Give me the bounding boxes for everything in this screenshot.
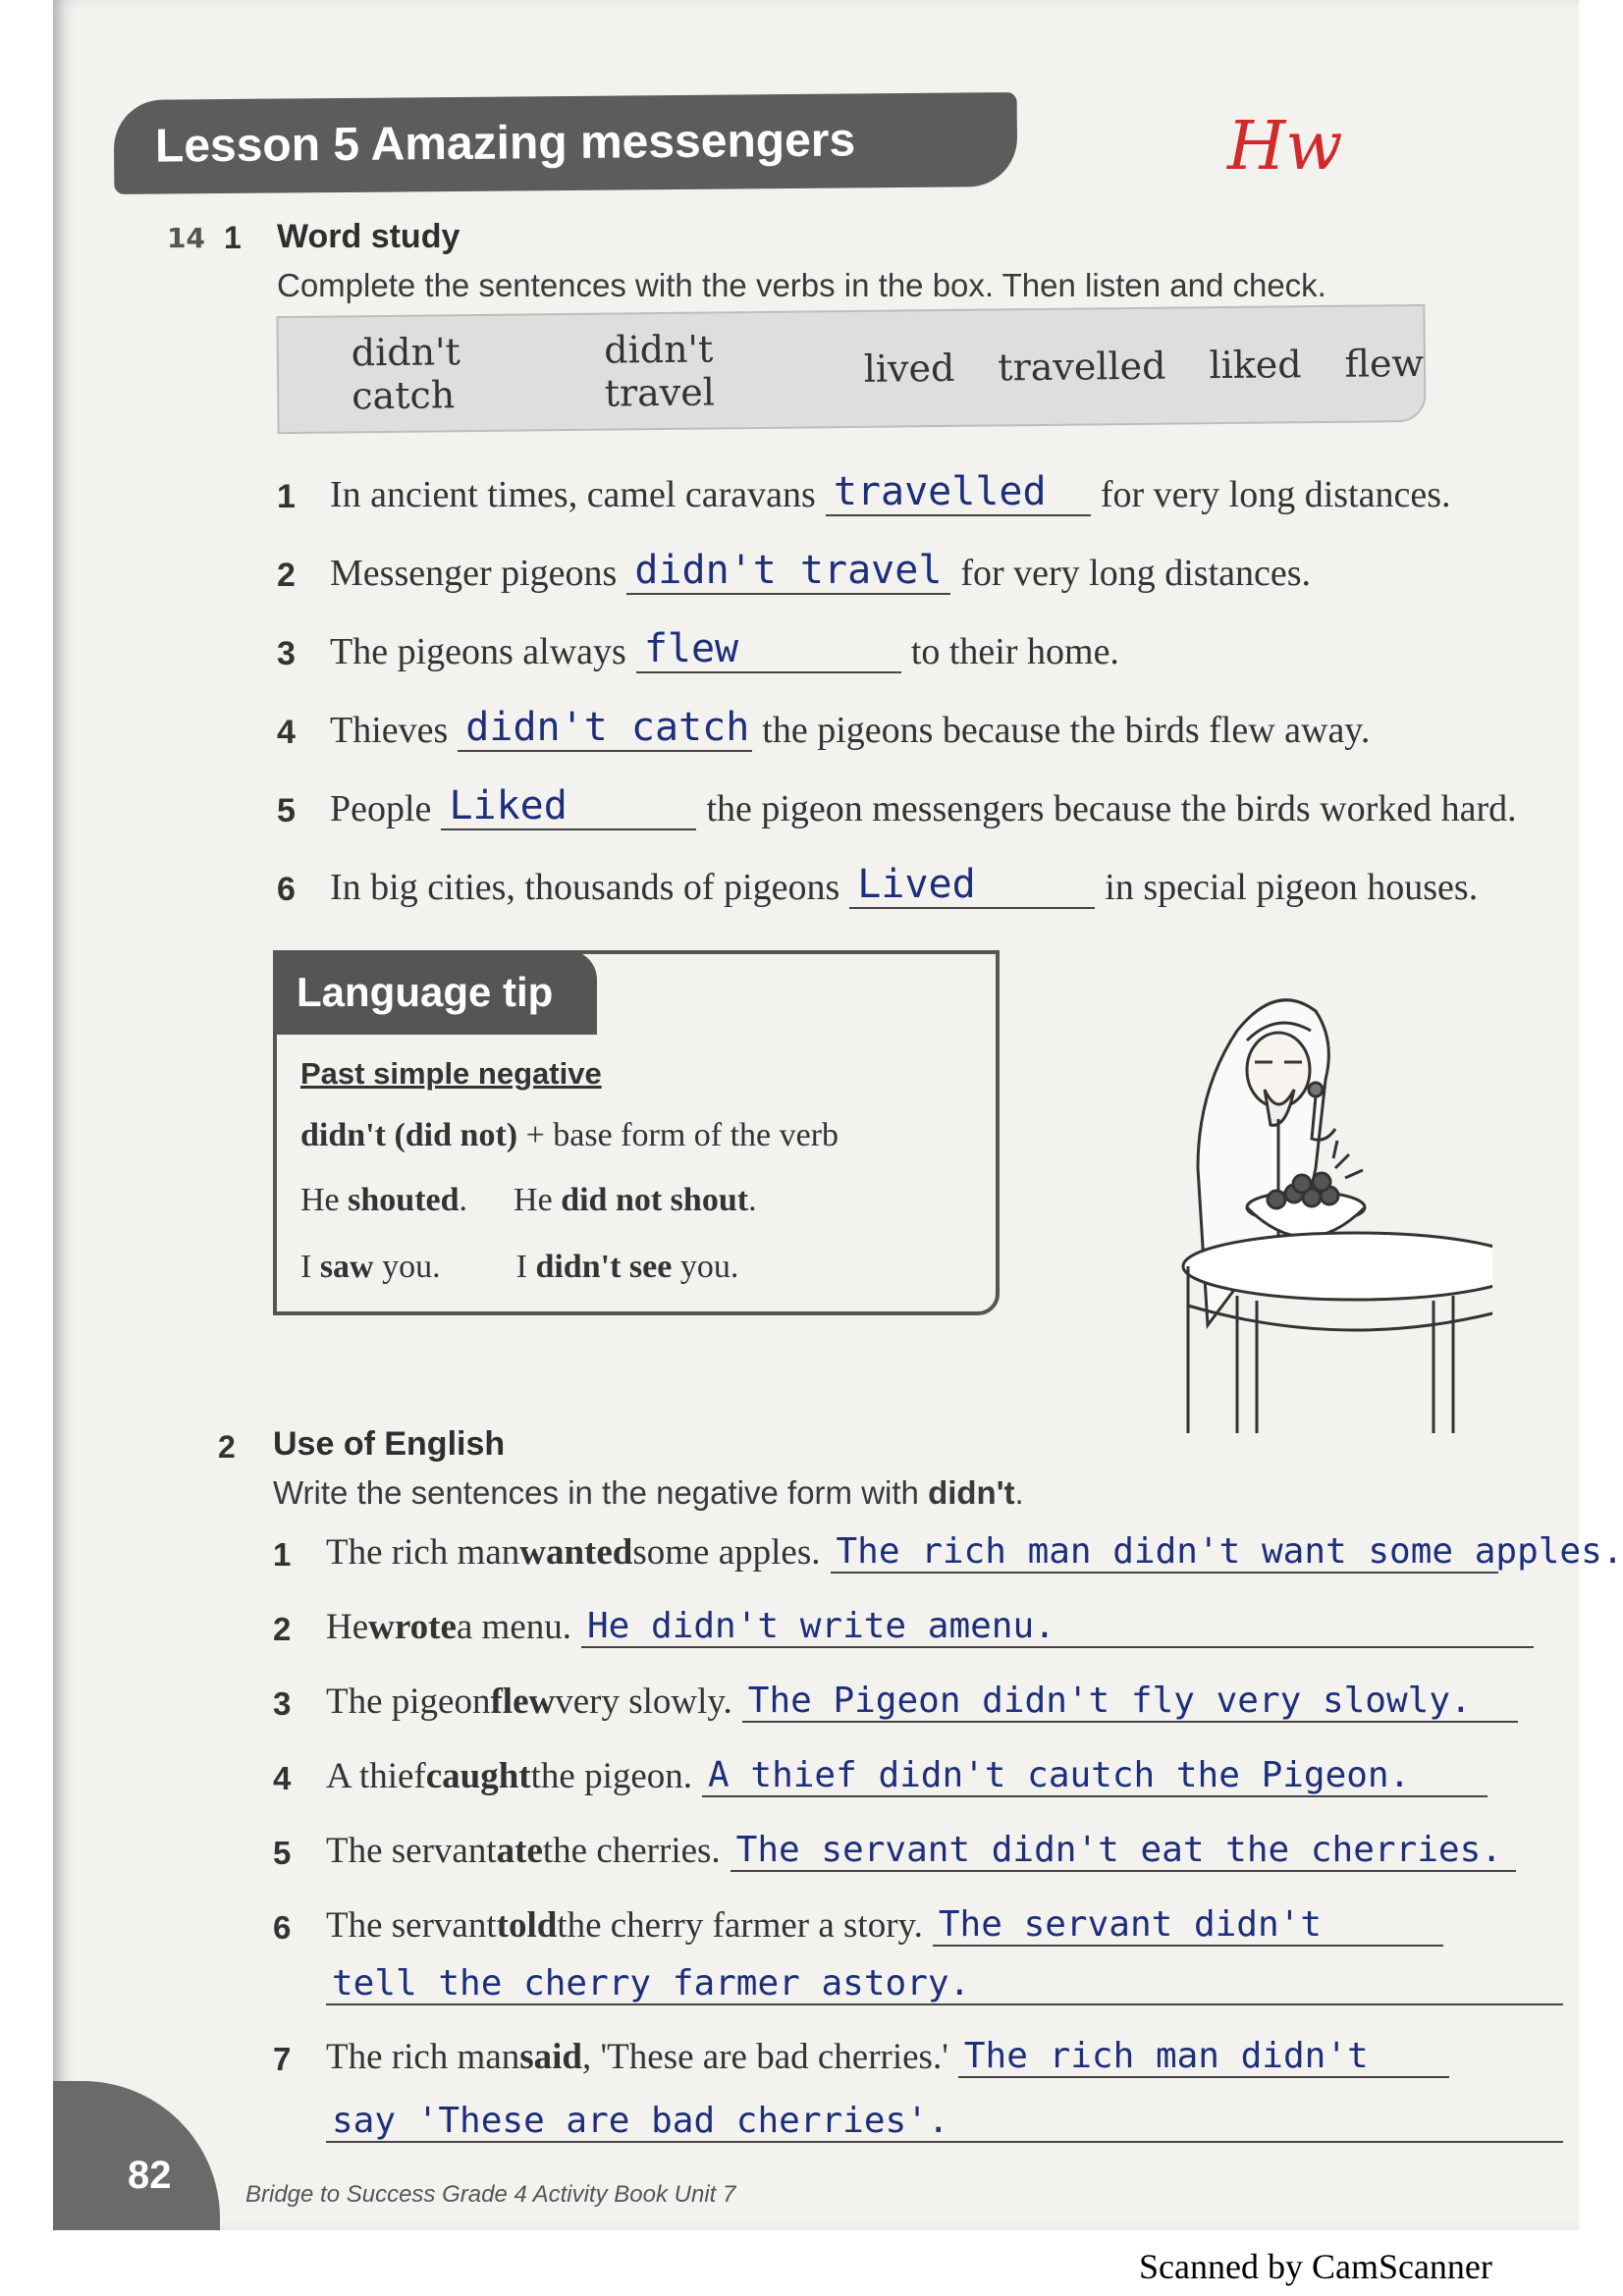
answer-line-continued[interactable]: say 'These are bad cherries'. <box>326 2101 1563 2143</box>
item-text: a menu. <box>456 1607 571 1647</box>
item-text: , 'These are bad cherries.' <box>582 2037 948 2077</box>
item-verb: said <box>519 2037 583 2077</box>
instruction-bold: didn't <box>928 1474 1015 1511</box>
tip-text: He <box>300 1182 349 1218</box>
section-instruction <box>273 1474 1024 1512</box>
item-text-after: the pigeons because the birds flew away. <box>762 710 1371 751</box>
man-eating-cherries-illustration <box>1168 972 1492 1443</box>
answer-line[interactable]: The rich man didn't <box>958 2036 1449 2078</box>
answer-line[interactable]: A thief didn't cautch the Pigeon. <box>702 1755 1488 1797</box>
section-number: 2 <box>218 1429 236 1465</box>
item-text-before: Messenger pigeons <box>330 553 618 594</box>
item-verb: ate <box>496 1831 543 1871</box>
answer-blank[interactable]: didn't travel <box>626 548 950 595</box>
section-instruction: Complete the sentences with the verbs in the box. Then listen and check. <box>277 267 1326 303</box>
item-text-before: The pigeons always <box>330 631 626 672</box>
item-text: some apples. <box>632 1532 821 1573</box>
tip-text: . <box>459 1182 468 1218</box>
exercise-item <box>277 862 1478 909</box>
answer-line[interactable]: The servant didn't <box>933 1904 1443 1947</box>
instruction-text: . <box>1014 1474 1024 1511</box>
tip-example <box>300 1249 738 1286</box>
exercise-item <box>277 705 1370 752</box>
answer-line[interactable]: The servant didn't eat the cherries. <box>730 1830 1516 1872</box>
audio-track-number: 14 <box>167 222 205 254</box>
tip-rule-rest: + base form of the verb <box>517 1117 839 1153</box>
item-text-after: for very long distances. <box>1100 474 1451 515</box>
section-title: Use of English <box>273 1425 506 1463</box>
scanner-watermark: Scanned by CamScanner <box>1139 2247 1492 2286</box>
answer-line[interactable]: The rich man didn't want some apples. <box>831 1531 1498 1574</box>
tip-bold: saw <box>319 1249 374 1285</box>
verb-option: travelled <box>998 344 1166 390</box>
exercise-item <box>273 1681 1518 1723</box>
item-verb: caught <box>425 1756 531 1796</box>
exercise-item <box>277 469 1451 516</box>
tip-subtitle: Past simple negative <box>300 1056 602 1091</box>
exercise-item <box>273 1755 1488 1797</box>
tip-bold: didn't see <box>535 1249 673 1285</box>
item-text: The pigeon <box>326 1682 491 1722</box>
answer-blank[interactable]: didn't catch <box>458 705 752 752</box>
item-number: 4 <box>273 1760 292 1796</box>
item-number: 6 <box>273 1909 292 1946</box>
tip-text: you. <box>373 1249 441 1285</box>
item-text: very slowly. <box>555 1682 732 1722</box>
answer-line-continued[interactable]: tell the cherry farmer astory. <box>326 1963 1563 2005</box>
tip-rule <box>300 1117 839 1154</box>
verb-option: liked <box>1209 343 1302 388</box>
item-verb: wanted <box>519 1532 633 1573</box>
item-number: 2 <box>277 557 296 594</box>
item-text-before: In big cities, thousands of pigeons <box>330 867 840 908</box>
item-number: 2 <box>273 1611 292 1647</box>
item-text: the pigeon. <box>530 1756 693 1796</box>
exercise-item <box>277 626 1119 673</box>
tip-text: I <box>515 1249 536 1285</box>
item-number: 7 <box>273 2041 292 2077</box>
language-tip-box <box>273 950 1000 1315</box>
item-text: He <box>326 1607 369 1647</box>
item-text: The rich man <box>326 1532 520 1573</box>
item-number: 3 <box>273 1685 292 1722</box>
item-verb: wrote <box>368 1607 457 1647</box>
exercise-item <box>273 1531 1623 1574</box>
tip-text: you. <box>672 1249 739 1285</box>
answer-line[interactable]: The Pigeon didn't fly very slowly. <box>742 1681 1518 1723</box>
item-number: 3 <box>277 635 296 672</box>
section-number: 1 <box>224 220 242 255</box>
item-text: The servant <box>326 1831 497 1871</box>
instruction-text: Write the sentences in the negative form with <box>273 1474 929 1511</box>
exercise-item <box>277 783 1517 830</box>
verb-option: lived <box>863 346 955 391</box>
section-title: Word study <box>277 218 460 255</box>
item-text-after: for very long distances. <box>960 553 1312 594</box>
item-text: the cherries. <box>542 1831 721 1871</box>
item-text-before: In ancient times, camel caravans <box>330 474 816 515</box>
tip-rule-bold: didn't (did not) <box>300 1117 518 1153</box>
tip-text: He <box>514 1182 562 1218</box>
item-number: 1 <box>277 478 296 515</box>
exercise-item <box>277 548 1311 595</box>
item-number: 5 <box>277 792 296 829</box>
item-text-before: Thieves <box>330 710 449 751</box>
answer-blank[interactable]: travelled <box>826 469 1091 516</box>
item-text: the cherry farmer a story. <box>557 1905 923 1946</box>
tip-text: I <box>300 1249 320 1285</box>
item-text-after: to their home. <box>910 631 1119 672</box>
tip-bold: shouted <box>348 1182 460 1218</box>
item-text-before: People <box>330 788 432 829</box>
answer-blank[interactable]: Liked <box>441 783 696 830</box>
verb-option: didn't travel <box>604 327 716 415</box>
verb-option: didn't catch <box>351 330 461 418</box>
answer-blank[interactable]: Lived <box>849 862 1095 909</box>
tip-example <box>300 1182 757 1219</box>
answer-line[interactable]: He didn't write amenu. <box>581 1606 1534 1648</box>
handwritten-hw-note: Hw <box>1227 108 1343 186</box>
exercise-item <box>273 1830 1516 1872</box>
item-number: 6 <box>277 871 296 908</box>
item-text-after: in special pigeon houses. <box>1105 867 1479 908</box>
item-verb: told <box>496 1905 558 1946</box>
item-number: 1 <box>273 1536 292 1573</box>
exercise-item <box>273 1904 1443 1947</box>
verb-option: flew <box>1344 341 1425 386</box>
item-number: 5 <box>273 1835 292 1871</box>
book-title-footer: Bridge to Success Grade 4 Activity Book Unit 7 <box>245 2181 736 2208</box>
item-number: 4 <box>277 714 296 751</box>
item-text: The servant <box>326 1905 497 1946</box>
tip-text: . <box>748 1182 757 1218</box>
lesson-title: Lesson 5 Amazing messengers <box>114 92 1018 194</box>
exercise-item <box>273 1606 1534 1648</box>
answer-blank[interactable]: flew <box>636 626 901 673</box>
tip-bold: did not shout <box>561 1182 749 1218</box>
item-text: A thief <box>326 1756 426 1796</box>
item-text: The rich man <box>326 2037 520 2077</box>
item-verb: flew <box>490 1682 556 1722</box>
exercise-item <box>273 2036 1449 2078</box>
language-tip-heading: Language tip <box>273 950 597 1035</box>
verb-box <box>276 304 1426 434</box>
item-text-after: the pigeon messengers because the birds worked hard. <box>706 788 1517 829</box>
page-number: 82 <box>53 2081 220 2230</box>
